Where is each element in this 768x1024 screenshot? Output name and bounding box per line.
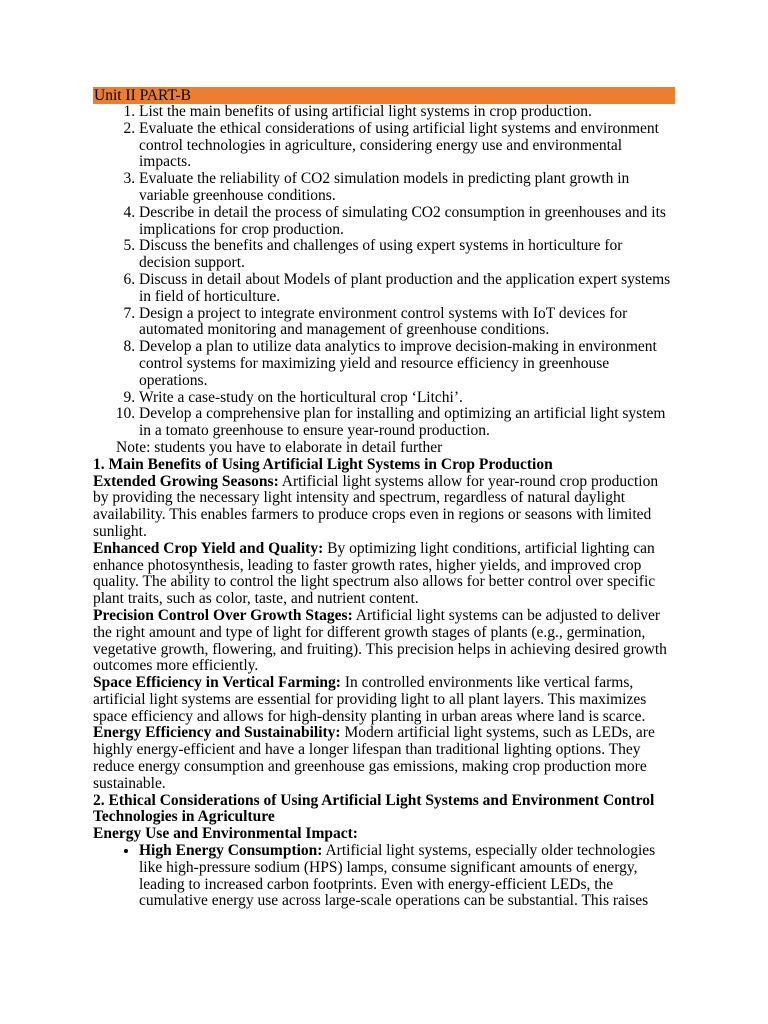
benefit-paragraph	[93, 541, 675, 608]
section-2-heading: 2. Ethical Considerations of Using Artificial Light Systems and Environment Control Technologies in Agriculture	[93, 791, 655, 826]
section-1-heading: 1. Main Benefits of Using Artificial Light Systems in Crop Production	[93, 455, 553, 473]
question-item: 8. Develop a plan to utilize data analytics to improve decision-making in environment control systems for maximizing yield and resource efficiency in greenhouse operations.	[139, 339, 675, 389]
question-item: 10. Develop a comprehensive plan for installing and optimizing an artificial light system in a tomato greenhouse to ensure year-round production.	[139, 406, 675, 440]
benefit-text: Artificial light systems can be adjusted to deliver the right amount and type of light for different growth stages of plants (e.g., germination, vegetative growth, flowering, and fruiting). This precision helps in achieving desired growth outcomes more efficiently.	[93, 606, 667, 675]
question-item: 9. Write a case-study on the horticultural crop ‘Litchi’.	[139, 390, 675, 407]
benefit-paragraph	[93, 725, 675, 792]
question-item: 2. Evaluate the ethical considerations of using artificial light systems and environment control technologies in agriculture, considering energy use and environmental impacts.	[139, 121, 675, 171]
benefit-paragraph	[93, 675, 675, 725]
question-item: 4. Describe in detail the process of simulating CO2 consumption in greenhouses and its implications for crop production.	[139, 205, 675, 239]
question-item: 5. Discuss the benefits and challenges of using expert systems in horticulture for decision support.	[139, 238, 675, 272]
benefit-term: Precision Control Over Growth Stages:	[93, 606, 353, 624]
benefit-text: Artificial light systems allow for year-round crop production by providing the necessary light intensity and spectrum, regardless of natural daylight availability. This enables farmers to produce crops even in regions or seasons with limited sunlight.	[93, 472, 659, 540]
benefit-text: By optimizing light conditions, artificial lighting can enhance photosynthesis, leading to faster growth rates, higher yields, and improved crop quality. The ability to control the light spectrum also allows for better control over specific plant traits, such as color, taste, and nutrient content.	[93, 539, 656, 608]
unit-header-banner: Unit II PART-B	[93, 87, 675, 104]
benefit-term: Space Efficiency in Vertical Farming:	[93, 674, 341, 692]
ethics-bullet-item	[139, 843, 675, 910]
benefit-text: In controlled environments like vertical farms, artificial light systems are essential for providing light to all plant layers. This maximizes space efficiency and allows for high-density planting in urban areas where land is scarce.	[93, 674, 647, 725]
question-item: 1. List the main benefits of using artificial light systems in crop production.	[139, 104, 675, 121]
benefit-text: Modern artificial light systems, such as LEDs, are highly energy-efficient and have a longer lifespan than traditional lighting options. They reduce energy consumption and greenhouse gas emissions, making crop production more sustainable.	[93, 724, 655, 792]
benefit-term: Enhanced Crop Yield and Quality:	[93, 539, 324, 557]
question-item: 3. Evaluate the reliability of CO2 simulation models in predicting plant growth in variable greenhouse conditions.	[139, 171, 675, 205]
benefit-paragraph	[93, 474, 675, 541]
bullet-text: Artificial light systems, especially older technologies like high-pressure sodium (HPS) lamps, consume significant amounts of energy, leading to increased carbon footprints. Even with energy-efficient LEDs, the cumulative energy use across large-scale operations can be substantial. This raises	[139, 842, 656, 910]
benefit-paragraph	[93, 608, 675, 675]
bullet-term: High Energy Consumption:	[139, 842, 323, 860]
note-text: Note: students you have to elaborate in detail further	[116, 438, 443, 456]
question-item: 6. Discuss in detail about Models of plant production and the application expert systems in field of horticulture.	[139, 272, 675, 306]
document-page	[93, 87, 675, 910]
question-item: 7. Design a project to integrate environment control systems with IoT devices for automated monitoring and management of greenhouse conditions.	[139, 306, 675, 340]
section-2-subheading: Energy Use and Environmental Impact:	[93, 825, 358, 843]
benefit-term: Extended Growing Seasons:	[93, 472, 279, 490]
ethics-bullet-list	[93, 843, 675, 910]
question-list	[93, 104, 675, 440]
benefit-term: Energy Efficiency and Sustainability:	[93, 724, 341, 742]
